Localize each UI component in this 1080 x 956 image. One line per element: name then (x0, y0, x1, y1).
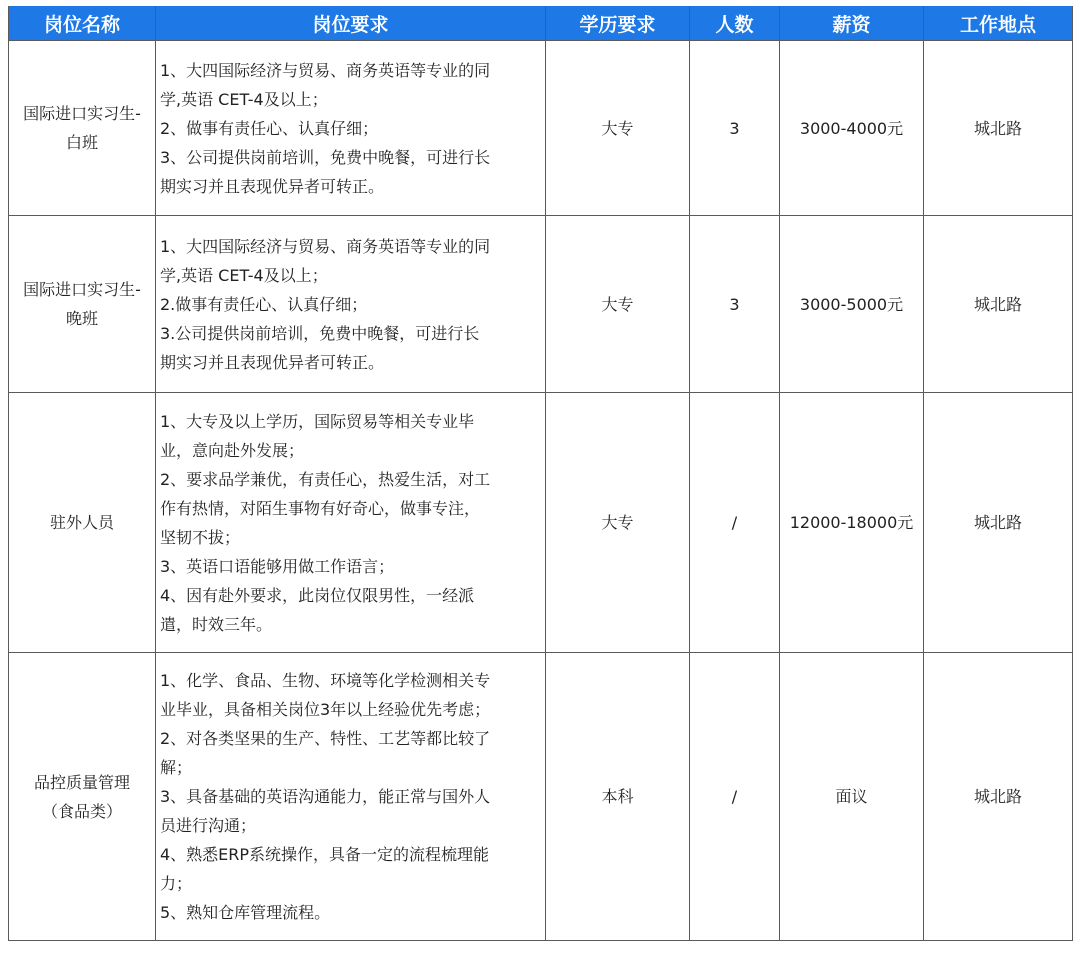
requirement-line: 1、化学、食品、生物、环境等化学检测相关专 (160, 671, 491, 690)
requirement-line: 业，意向赴外发展； (160, 440, 305, 460)
position-name-line: 国际进口实习生- (23, 104, 141, 123)
salary-cell: 3000-5000元 (780, 216, 924, 393)
requirements-cell (156, 393, 546, 653)
requirement-line: 解； (160, 758, 193, 777)
requirement-line: 2、对各类坚果的生产、特性、工艺等都比较了 (160, 729, 491, 748)
position-name-line: 白班 (65, 133, 98, 152)
requirement-line: 作有热情，对陌生事物有好奇心，做事专注， (160, 498, 481, 518)
requirement-line: 3、英语口语能够用做工作语言； (160, 556, 395, 576)
requirement-line: 遣，时效三年。 (160, 614, 273, 634)
requirement-line: 3、公司提供岗前培训，免费中晚餐，可进行长 (160, 147, 491, 167)
table-row (9, 653, 1073, 941)
requirement-line: 学,英语 CET-4及以上； (160, 89, 328, 109)
requirements-cell (156, 653, 546, 941)
requirements-cell (156, 216, 546, 393)
position-name-cell (9, 653, 156, 941)
header-education: 学历要求 (546, 6, 690, 41)
headcount-cell: / (690, 393, 780, 653)
requirement-line: 1、大四国际经济与贸易、商务英语等专业的同 (160, 60, 491, 80)
job-listings-table (8, 6, 1073, 941)
header-salary: 薪资 (780, 6, 924, 41)
education-cell: 大专 (546, 216, 690, 393)
header-requirements: 岗位要求 (156, 6, 546, 41)
education-cell: 大专 (546, 393, 690, 653)
header-location: 工作地点 (924, 6, 1073, 41)
requirement-line: 3.公司提供岗前培训，免费中晚餐，可进行长 (160, 323, 480, 343)
location-cell: 城北路 (924, 653, 1073, 941)
requirement-line: 1、大专及以上学历，国际贸易等相关专业毕 (160, 411, 475, 431)
requirement-line: 3、具备基础的英语沟通能力，能正常与国外人 (160, 787, 491, 806)
table-row (9, 393, 1073, 653)
requirement-line: 4、熟悉ERP系统操作，具备一定的流程梳理能 (160, 845, 490, 864)
requirements-cell (156, 41, 546, 216)
position-name-line: （食品类） (41, 801, 122, 821)
requirement-line: 4、因有赴外要求，此岗位仅限男性，一经派 (160, 585, 475, 605)
header-headcount: 人数 (690, 6, 780, 41)
position-name-line: 国际进口实习生- (23, 280, 141, 299)
header-position-name: 岗位名称 (9, 6, 156, 41)
location-cell: 城北路 (924, 393, 1073, 653)
position-name-line: 品控质量管理 (33, 772, 130, 792)
requirement-line: 学,英语 CET-4及以上； (160, 265, 328, 285)
salary-cell: 12000-18000元 (780, 393, 924, 653)
requirement-line: 2、要求品学兼优，有责任心，热爱生活，对工 (160, 469, 491, 489)
position-name-line: 晚班 (65, 309, 98, 328)
requirement-line: 业毕业，具备相关岗位3年以上经验优先考虑； (160, 700, 491, 719)
requirement-line: 1、大四国际经济与贸易、商务英语等专业的同 (160, 236, 491, 256)
requirement-line: 力； (160, 874, 193, 893)
education-cell: 大专 (546, 41, 690, 216)
requirement-line: 5、熟知仓库管理流程。 (160, 903, 331, 922)
salary-cell: 3000-4000元 (780, 41, 924, 216)
position-name-line: 驻外人员 (49, 513, 114, 532)
requirement-line: 2.做事有责任心、认真仔细； (160, 294, 368, 314)
education-cell: 本科 (546, 653, 690, 941)
table-row (9, 41, 1073, 216)
salary-cell: 面议 (780, 653, 924, 941)
location-cell: 城北路 (924, 41, 1073, 216)
table-row (9, 216, 1073, 393)
position-name-cell (9, 216, 156, 393)
position-name-cell (9, 41, 156, 216)
requirement-line: 员进行沟通； (160, 816, 257, 835)
header-row (9, 6, 1073, 41)
table-body (9, 41, 1073, 941)
headcount-cell: / (690, 653, 780, 941)
position-name-cell (9, 393, 156, 653)
headcount-cell: 3 (690, 216, 780, 393)
table-header (9, 6, 1073, 41)
headcount-cell: 3 (690, 41, 780, 216)
requirement-line: 期实习并且表现优异者可转正。 (160, 352, 385, 372)
location-cell: 城北路 (924, 216, 1073, 393)
requirement-line: 期实习并且表现优异者可转正。 (160, 176, 385, 196)
requirement-line: 2、做事有责任心、认真仔细； (160, 118, 379, 138)
requirement-line: 坚韧不拔； (160, 527, 241, 547)
